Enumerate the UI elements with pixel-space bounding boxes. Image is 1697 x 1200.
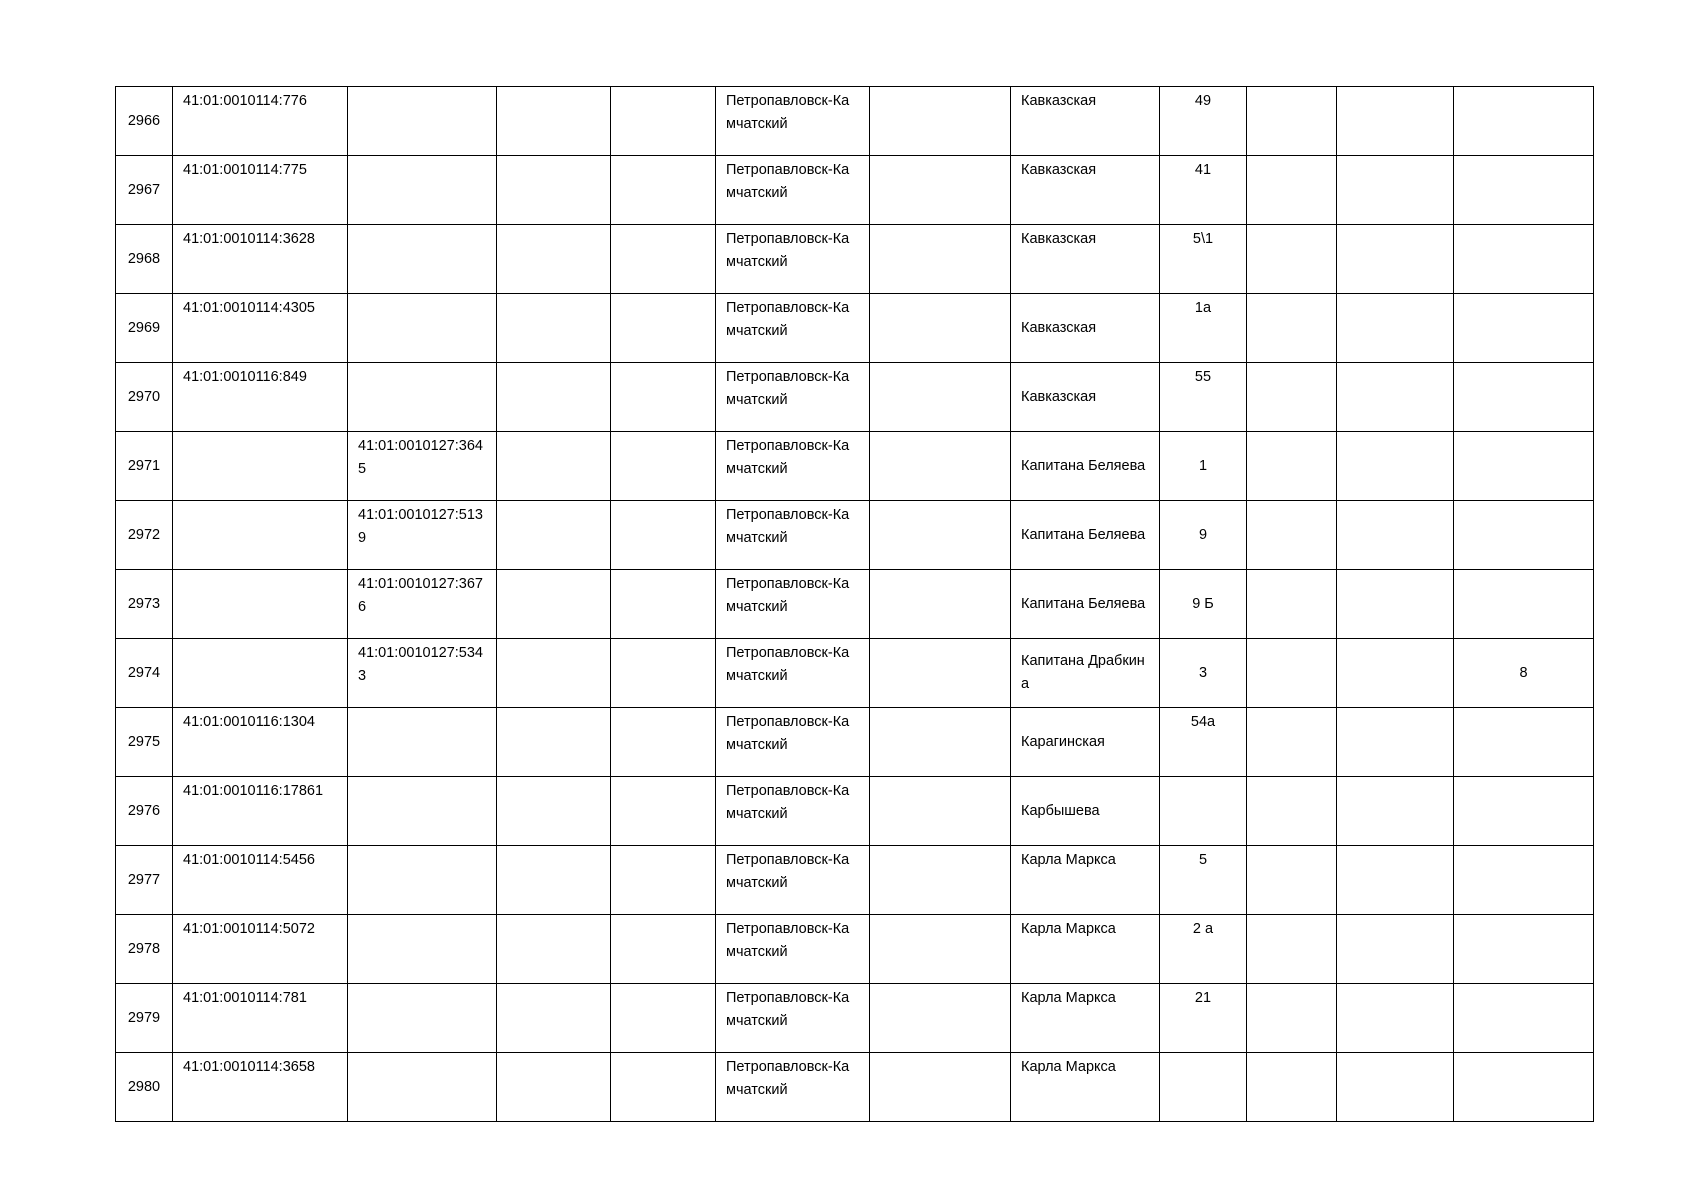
cadastral-number-cell: 41:01:0010116:1304: [173, 708, 348, 777]
city-cell: Петропавловск-Камчатский: [716, 501, 870, 570]
empty-cell: [497, 915, 611, 984]
empty-cell: [1247, 777, 1337, 846]
empty-cell: [497, 846, 611, 915]
empty-cell: [870, 1053, 1011, 1122]
row-number-cell: 2969: [116, 294, 173, 363]
row-number-cell: 2974: [116, 639, 173, 708]
street-cell: Карла Маркса: [1011, 1053, 1160, 1122]
cadastral-number-cell: 41:01:0010114:3658: [173, 1053, 348, 1122]
empty-cell: [1247, 846, 1337, 915]
registry-table: [115, 86, 1594, 1122]
empty-cell: [611, 501, 716, 570]
city-cell: Петропавловск-Камчатский: [716, 432, 870, 501]
building-cadastral-number-cell: [348, 846, 497, 915]
empty-cell: [870, 915, 1011, 984]
cadastral-number-cell: 41:01:0010114:5072: [173, 915, 348, 984]
empty-cell: [1247, 570, 1337, 639]
empty-cell: [1247, 225, 1337, 294]
table-body: [116, 87, 1594, 1122]
house-number-cell: 21: [1160, 984, 1247, 1053]
empty-cell: [497, 570, 611, 639]
city-cell: Петропавловск-Камчатский: [716, 225, 870, 294]
cadastral-number-cell: 41:01:0010116:849: [173, 363, 348, 432]
house-number-cell: 3: [1160, 639, 1247, 708]
house-number-cell: 55: [1160, 363, 1247, 432]
extra-value-cell: [1454, 777, 1594, 846]
empty-cell: [870, 156, 1011, 225]
house-number-cell: 49: [1160, 87, 1247, 156]
building-cadastral-number-cell: [348, 156, 497, 225]
street-cell: Карагинская: [1011, 708, 1160, 777]
empty-cell: [497, 777, 611, 846]
house-number-cell: 5\1: [1160, 225, 1247, 294]
cadastral-number-cell: 41:01:0010114:781: [173, 984, 348, 1053]
building-cadastral-number-cell: [348, 1053, 497, 1122]
table-row: [116, 846, 1594, 915]
building-cadastral-number-cell: [348, 984, 497, 1053]
row-number-cell: 2979: [116, 984, 173, 1053]
building-cadastral-number-cell: [348, 915, 497, 984]
empty-cell: [611, 294, 716, 363]
extra-value-cell: [1454, 156, 1594, 225]
city-cell: Петропавловск-Камчатский: [716, 156, 870, 225]
empty-cell: [611, 777, 716, 846]
empty-cell: [497, 87, 611, 156]
empty-cell: [497, 156, 611, 225]
street-cell: Кавказская: [1011, 363, 1160, 432]
empty-cell: [870, 708, 1011, 777]
empty-cell: [870, 639, 1011, 708]
empty-cell: [870, 570, 1011, 639]
house-number-cell: 9 Б: [1160, 570, 1247, 639]
building-cadastral-number-cell: [348, 363, 497, 432]
extra-value-cell: [1454, 708, 1594, 777]
extra-value-cell: [1454, 570, 1594, 639]
table-row: [116, 501, 1594, 570]
building-cadastral-number-cell: 41:01:0010127:5139: [348, 501, 497, 570]
table-row: [116, 432, 1594, 501]
table-row: [116, 570, 1594, 639]
building-cadastral-number-cell: [348, 294, 497, 363]
city-cell: Петропавловск-Камчатский: [716, 708, 870, 777]
building-cadastral-number-cell: [348, 708, 497, 777]
empty-cell: [1337, 915, 1454, 984]
row-number-cell: 2971: [116, 432, 173, 501]
table-row: [116, 363, 1594, 432]
extra-value-cell: [1454, 87, 1594, 156]
table-row: [116, 294, 1594, 363]
empty-cell: [1337, 432, 1454, 501]
street-cell: Карла Маркса: [1011, 846, 1160, 915]
empty-cell: [870, 777, 1011, 846]
empty-cell: [1337, 639, 1454, 708]
empty-cell: [1337, 501, 1454, 570]
street-cell: Карбышева: [1011, 777, 1160, 846]
empty-cell: [611, 915, 716, 984]
empty-cell: [870, 846, 1011, 915]
empty-cell: [1337, 87, 1454, 156]
empty-cell: [1337, 225, 1454, 294]
empty-cell: [497, 501, 611, 570]
table-row: [116, 915, 1594, 984]
city-cell: Петропавловск-Камчатский: [716, 846, 870, 915]
cadastral-number-cell: [173, 432, 348, 501]
empty-cell: [497, 1053, 611, 1122]
empty-cell: [1337, 777, 1454, 846]
house-number-cell: 54а: [1160, 708, 1247, 777]
empty-cell: [611, 984, 716, 1053]
table-row: [116, 87, 1594, 156]
empty-cell: [1337, 294, 1454, 363]
city-cell: Петропавловск-Камчатский: [716, 87, 870, 156]
empty-cell: [497, 639, 611, 708]
empty-cell: [1337, 570, 1454, 639]
empty-cell: [1247, 363, 1337, 432]
row-number-cell: 2967: [116, 156, 173, 225]
city-cell: Петропавловск-Камчатский: [716, 915, 870, 984]
city-cell: Петропавловск-Камчатский: [716, 570, 870, 639]
extra-value-cell: [1454, 1053, 1594, 1122]
empty-cell: [611, 432, 716, 501]
table-row: [116, 156, 1594, 225]
row-number-cell: 2966: [116, 87, 173, 156]
empty-cell: [497, 984, 611, 1053]
street-cell: Кавказская: [1011, 294, 1160, 363]
empty-cell: [611, 570, 716, 639]
empty-cell: [870, 363, 1011, 432]
row-number-cell: 2972: [116, 501, 173, 570]
cadastral-number-cell: [173, 501, 348, 570]
empty-cell: [870, 225, 1011, 294]
empty-cell: [1247, 432, 1337, 501]
house-number-cell: [1160, 777, 1247, 846]
table-row: [116, 708, 1594, 777]
extra-value-cell: [1454, 846, 1594, 915]
extra-value-cell: [1454, 501, 1594, 570]
city-cell: Петропавловск-Камчатский: [716, 363, 870, 432]
empty-cell: [1337, 1053, 1454, 1122]
house-number-cell: 5: [1160, 846, 1247, 915]
city-cell: Петропавловск-Камчатский: [716, 984, 870, 1053]
street-cell: Карла Маркса: [1011, 915, 1160, 984]
street-cell: Кавказская: [1011, 87, 1160, 156]
empty-cell: [611, 363, 716, 432]
empty-cell: [1247, 294, 1337, 363]
house-number-cell: 1а: [1160, 294, 1247, 363]
building-cadastral-number-cell: 41:01:0010127:3645: [348, 432, 497, 501]
cadastral-number-cell: 41:01:0010114:775: [173, 156, 348, 225]
cadastral-number-cell: 41:01:0010114:776: [173, 87, 348, 156]
empty-cell: [1247, 1053, 1337, 1122]
cadastral-number-cell: 41:01:0010114:3628: [173, 225, 348, 294]
cadastral-number-cell: [173, 639, 348, 708]
empty-cell: [497, 432, 611, 501]
extra-value-cell: [1454, 363, 1594, 432]
table-row: [116, 225, 1594, 294]
table-row: [116, 639, 1594, 708]
row-number-cell: 2968: [116, 225, 173, 294]
empty-cell: [1337, 363, 1454, 432]
house-number-cell: [1160, 1053, 1247, 1122]
empty-cell: [1247, 984, 1337, 1053]
table-row: [116, 984, 1594, 1053]
house-number-cell: 9: [1160, 501, 1247, 570]
empty-cell: [1247, 708, 1337, 777]
extra-value-cell: 8: [1454, 639, 1594, 708]
street-cell: Карла Маркса: [1011, 984, 1160, 1053]
street-cell: Кавказская: [1011, 225, 1160, 294]
street-cell: Кавказская: [1011, 156, 1160, 225]
empty-cell: [1247, 501, 1337, 570]
cadastral-number-cell: 41:01:0010114:4305: [173, 294, 348, 363]
cadastral-number-cell: [173, 570, 348, 639]
extra-value-cell: [1454, 294, 1594, 363]
row-number-cell: 2980: [116, 1053, 173, 1122]
street-cell: Капитана Беляева: [1011, 501, 1160, 570]
empty-cell: [1247, 156, 1337, 225]
building-cadastral-number-cell: 41:01:0010127:5343: [348, 639, 497, 708]
street-cell: Капитана Беляева: [1011, 432, 1160, 501]
empty-cell: [870, 501, 1011, 570]
empty-cell: [497, 363, 611, 432]
empty-cell: [870, 87, 1011, 156]
empty-cell: [611, 1053, 716, 1122]
street-cell: Капитана Драбкина: [1011, 639, 1160, 708]
empty-cell: [1337, 984, 1454, 1053]
building-cadastral-number-cell: 41:01:0010127:3676: [348, 570, 497, 639]
extra-value-cell: [1454, 225, 1594, 294]
empty-cell: [611, 639, 716, 708]
empty-cell: [1247, 915, 1337, 984]
empty-cell: [1337, 708, 1454, 777]
cadastral-number-cell: 41:01:0010116:17861: [173, 777, 348, 846]
row-number-cell: 2978: [116, 915, 173, 984]
extra-value-cell: [1454, 432, 1594, 501]
city-cell: Петропавловск-Камчатский: [716, 639, 870, 708]
row-number-cell: 2973: [116, 570, 173, 639]
empty-cell: [1247, 639, 1337, 708]
empty-cell: [870, 984, 1011, 1053]
city-cell: Петропавловск-Камчатский: [716, 777, 870, 846]
row-number-cell: 2976: [116, 777, 173, 846]
row-number-cell: 2977: [116, 846, 173, 915]
empty-cell: [611, 708, 716, 777]
city-cell: Петропавловск-Камчатский: [716, 294, 870, 363]
row-number-cell: 2970: [116, 363, 173, 432]
building-cadastral-number-cell: [348, 225, 497, 294]
empty-cell: [1247, 87, 1337, 156]
empty-cell: [611, 156, 716, 225]
empty-cell: [1337, 846, 1454, 915]
row-number-cell: 2975: [116, 708, 173, 777]
empty-cell: [1337, 156, 1454, 225]
empty-cell: [870, 294, 1011, 363]
table-row: [116, 1053, 1594, 1122]
empty-cell: [611, 846, 716, 915]
house-number-cell: 41: [1160, 156, 1247, 225]
empty-cell: [497, 294, 611, 363]
table-row: [116, 777, 1594, 846]
building-cadastral-number-cell: [348, 87, 497, 156]
house-number-cell: 1: [1160, 432, 1247, 501]
cadastral-number-cell: 41:01:0010114:5456: [173, 846, 348, 915]
house-number-cell: 2 а: [1160, 915, 1247, 984]
empty-cell: [497, 225, 611, 294]
empty-cell: [870, 432, 1011, 501]
empty-cell: [497, 708, 611, 777]
street-cell: Капитана Беляева: [1011, 570, 1160, 639]
empty-cell: [611, 225, 716, 294]
extra-value-cell: [1454, 915, 1594, 984]
building-cadastral-number-cell: [348, 777, 497, 846]
city-cell: Петропавловск-Камчатский: [716, 1053, 870, 1122]
extra-value-cell: [1454, 984, 1594, 1053]
empty-cell: [611, 87, 716, 156]
